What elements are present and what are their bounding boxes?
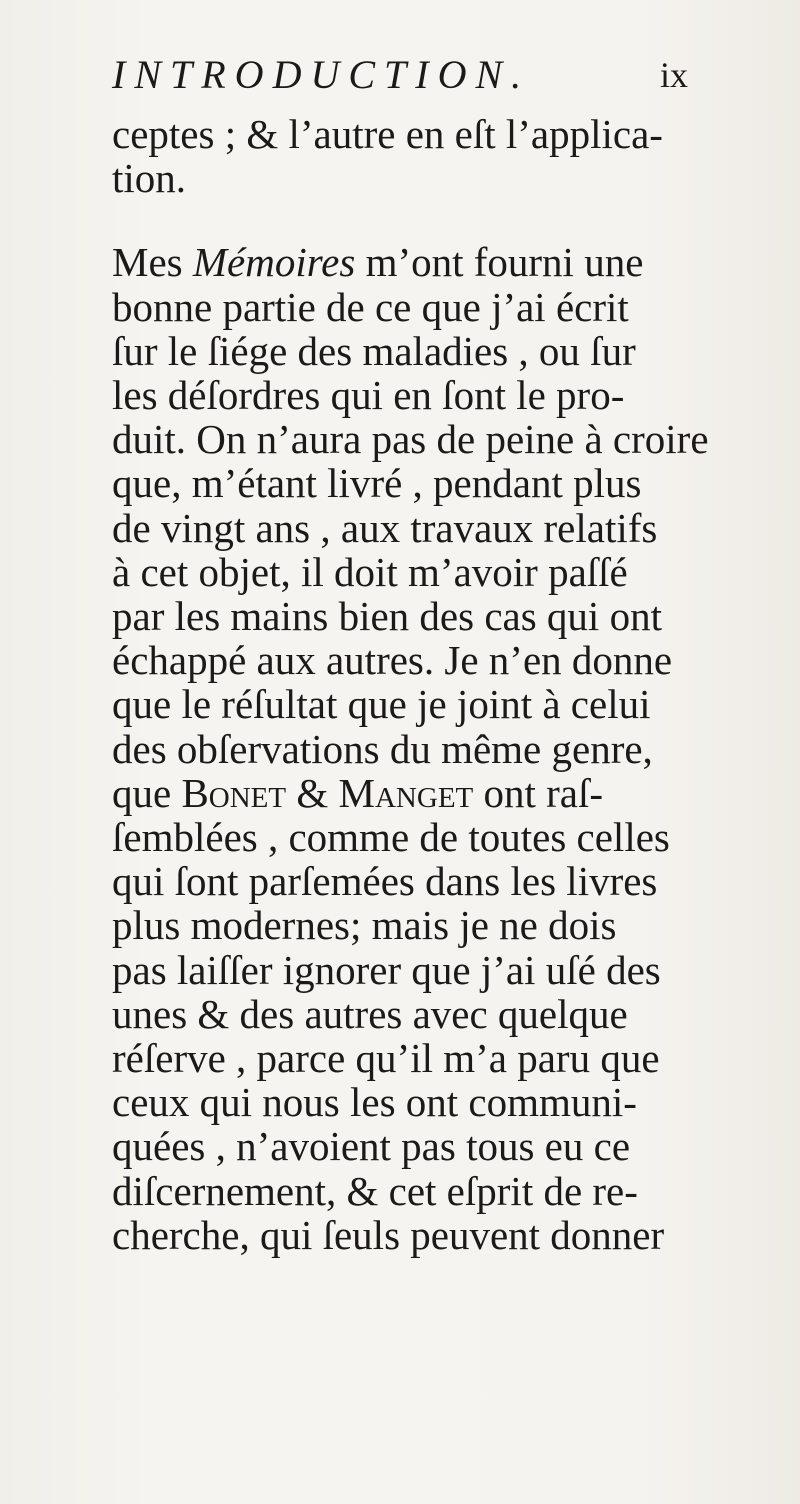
text-line: unes & des autres avec quelque <box>112 990 628 1037</box>
text-line: quées , n’avoient pas tous eu ce <box>112 1123 631 1170</box>
running-head <box>112 50 712 100</box>
text-line: des obſervations du même genre, <box>112 725 653 772</box>
text-line: échappé aux autres. Je n’en donne <box>112 637 673 684</box>
text-rest: m’ont fourni une <box>355 239 644 286</box>
body-text <box>112 112 800 1257</box>
text-lead: Mes <box>112 239 193 286</box>
italic-title: Mémoires <box>192 239 356 286</box>
author-name-manget: Manget <box>338 769 474 816</box>
text-line: ſemblées , comme de toutes celles <box>112 814 670 861</box>
text-line <box>112 771 800 815</box>
text-line: ſur le ſiége des maladies , ou ſur <box>112 327 636 374</box>
text-line: ceux qui nous les ont communi- <box>112 1079 637 1126</box>
text-line: cherche, qui ſeuls peuvent donner <box>112 1211 665 1258</box>
text-line: bonne partie de ce que j’ai écrit <box>112 283 629 330</box>
text-line: à cet objet, il doit m’avoir paſſé <box>112 548 628 595</box>
text-line: duit. On n’aura pas de peine à croire <box>112 416 709 463</box>
text-pre: que <box>112 769 182 816</box>
text-line: que, m’étant livré , pendant plus <box>112 460 642 507</box>
text-line: qui ſont parſemées dans les livres <box>112 858 658 905</box>
text-line: pas laiſſer ignorer que j’ai uſé des <box>112 946 661 993</box>
text-line <box>112 240 800 284</box>
text-line: réſerve , parce qu’il m’a paru que <box>112 1035 660 1082</box>
text-mid: & <box>286 769 339 816</box>
text-line: diſcernement, & cet eſprit de re- <box>112 1167 638 1214</box>
author-name-bonet: Bonet <box>181 769 287 816</box>
text-line: tion. <box>112 155 187 202</box>
text-line: que le réſultat que je joint à celui <box>112 681 651 728</box>
text-line: ceptes ; & l’autre en eſt l’applica- <box>112 111 663 157</box>
text-post: ont raſ- <box>473 769 604 816</box>
text-line: les déſordres qui en ſont le pro- <box>112 372 625 419</box>
page-number: ix <box>660 55 689 95</box>
paragraph-break <box>112 200 800 240</box>
text-line: par les mains bien des cas qui ont <box>112 593 662 640</box>
text-line: de vingt ans , aux travaux relatifs <box>112 504 658 551</box>
running-title: INTRODUCTION. <box>112 52 531 97</box>
text-line: plus modernes; mais je ne dois <box>112 902 617 949</box>
